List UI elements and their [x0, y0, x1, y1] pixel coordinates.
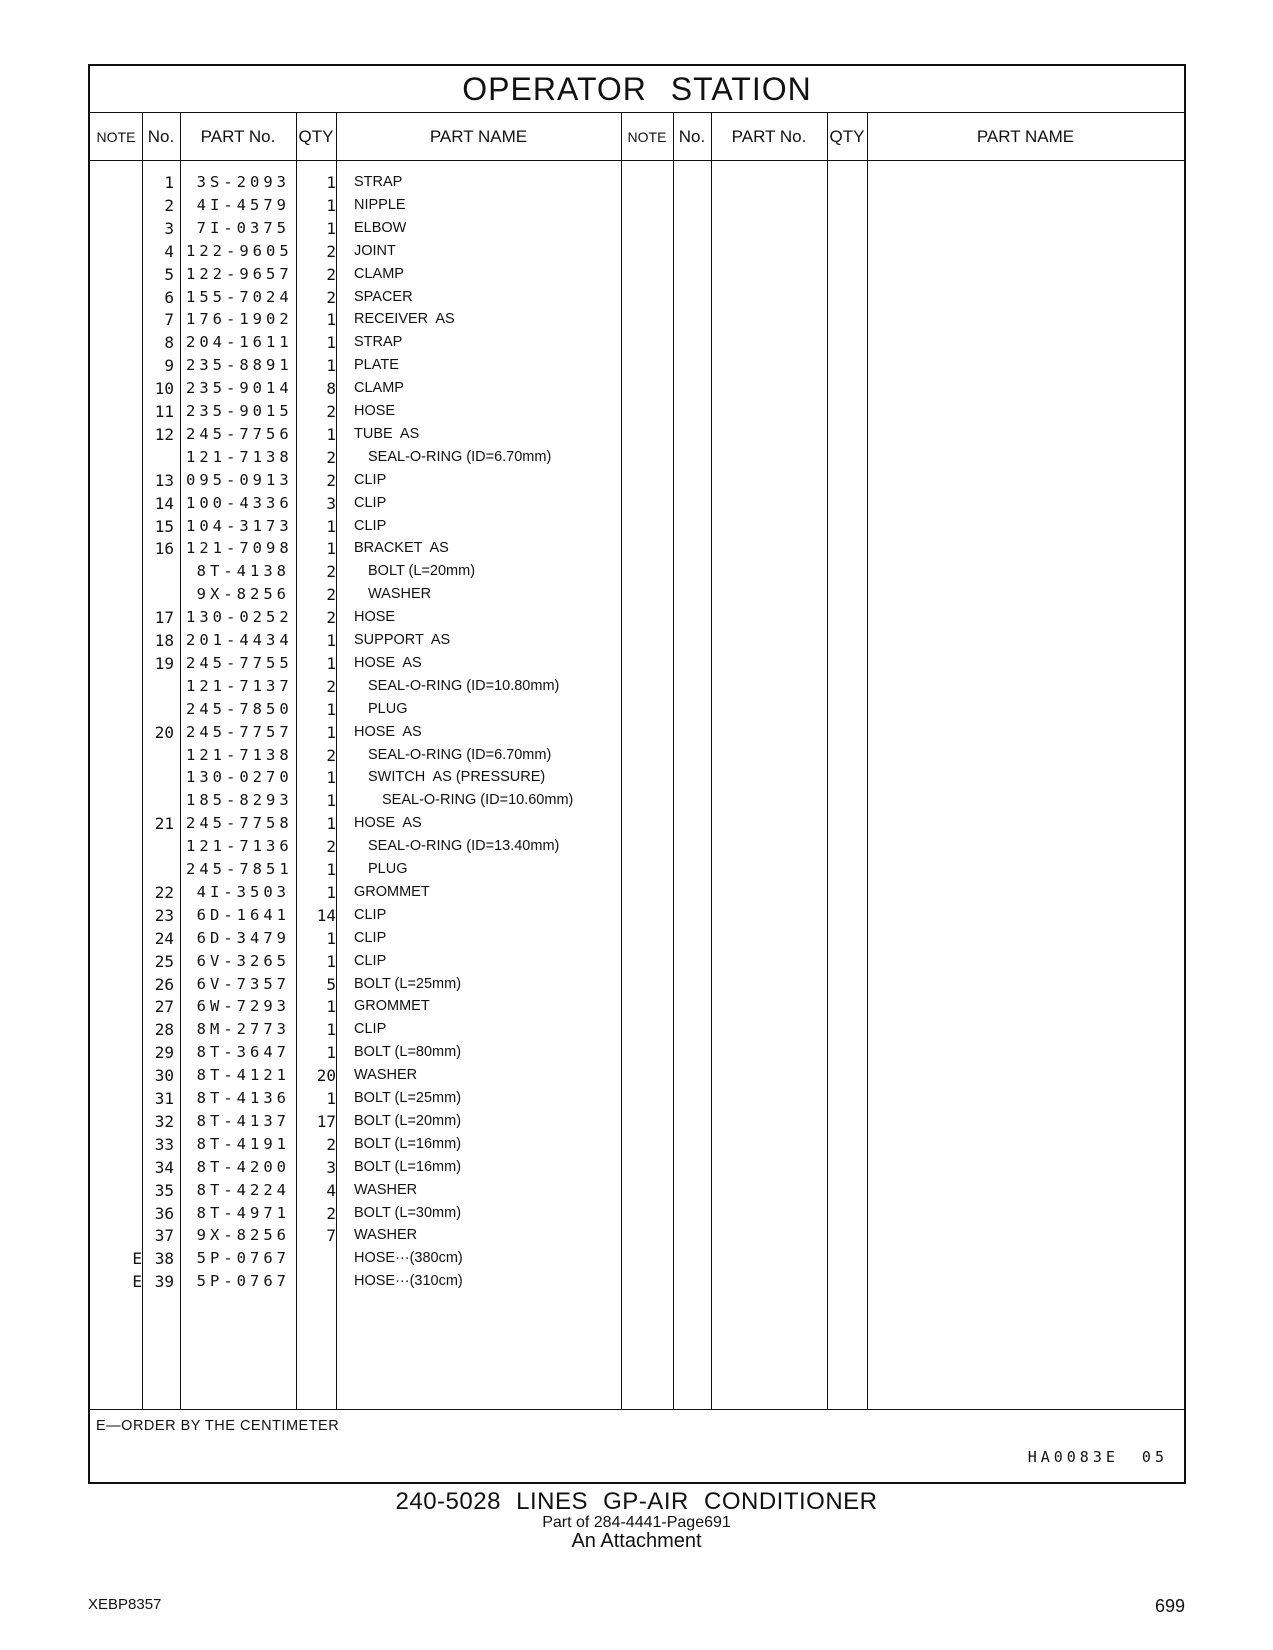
row-part-number: 130-0270 [186, 768, 293, 787]
row-part-number: 8T-4136 [196, 1089, 290, 1107]
row-part-name: CLIP [354, 494, 387, 511]
row-quantity: 2 [326, 241, 336, 261]
row-quantity: 1 [326, 791, 336, 811]
row-item-number: 14 [154, 493, 174, 513]
row-quantity: 2 [326, 1203, 336, 1223]
row-part-number: 121-7136 [186, 837, 293, 856]
row-part-name: HOSE···(310cm) [354, 1273, 463, 1290]
row-item-number: 12 [154, 424, 174, 444]
table-row [90, 171, 1184, 194]
row-quantity: 1 [326, 1043, 336, 1063]
row-quantity: 1 [326, 699, 336, 719]
row-part-number: 245-7851 [186, 860, 293, 878]
table-row [90, 721, 1184, 744]
row-part-name: CLAMP [354, 265, 404, 282]
row-part-number: 5P-0767 [196, 1249, 290, 1268]
row-part-name: BOLT (L=30mm) [354, 1204, 462, 1221]
row-quantity: 1 [326, 539, 336, 559]
table-row [90, 812, 1184, 835]
row-quantity: 1 [326, 928, 336, 948]
row-part-number: 8T-3647 [196, 1043, 290, 1062]
row-part-number: 7I-0375 [196, 218, 290, 237]
row-item-number: 33 [154, 1134, 174, 1154]
row-quantity: 1 [326, 195, 336, 215]
row-part-number: 176-1902 [186, 310, 293, 329]
row-quantity: 1 [326, 356, 336, 376]
row-part-name: SUPPORT AS [354, 632, 451, 648]
row-quantity: 2 [326, 1134, 336, 1154]
caption-part-of: Part of 284-4441-Page691 [542, 1514, 731, 1531]
row-part-number: 8T-4138 [196, 562, 290, 581]
row-item-number: 23 [154, 905, 174, 925]
table-row [90, 652, 1184, 675]
row-item-number: 22 [154, 882, 174, 902]
row-part-name: CLIP [354, 906, 387, 923]
table-row [90, 240, 1184, 263]
row-part-number: 121-7138 [186, 447, 293, 466]
table-row [90, 675, 1184, 698]
row-part-name: TUBE AS [354, 425, 420, 442]
header-part-name-2: PART NAME [867, 113, 1184, 161]
table-row [90, 331, 1184, 354]
row-part-name: ELBOW [354, 219, 407, 236]
table-row [90, 423, 1184, 446]
row-item-number: 4 [164, 241, 174, 261]
row-part-name: SEAL-O-RING (ID=6.70mm) [368, 746, 552, 763]
row-part-name: SEAL-O-RING (ID=6.70mm) [368, 448, 552, 465]
row-quantity: 2 [326, 562, 336, 582]
table-row [90, 469, 1184, 492]
row-item-number: 13 [154, 470, 174, 490]
row-item-number: 16 [154, 539, 174, 559]
table-row [90, 377, 1184, 400]
row-part-number: 8T-4971 [196, 1203, 290, 1222]
row-item-number: 39 [154, 1272, 174, 1292]
row-item-number: 9 [164, 356, 174, 376]
row-part-number: 6V-7357 [196, 974, 290, 993]
row-part-name: HOSE AS [354, 654, 422, 671]
table-row [90, 1133, 1184, 1156]
header-no-2: No. [673, 113, 711, 161]
table-row [90, 1087, 1184, 1110]
row-part-number: 235-9014 [186, 379, 293, 398]
row-quantity: 1 [326, 1020, 336, 1040]
row-quantity: 1 [326, 310, 336, 330]
row-part-number: 121-7138 [186, 745, 293, 764]
row-part-name: NIPPLE [354, 196, 406, 213]
row-part-number: 5P-0767 [196, 1272, 290, 1291]
row-part-number: 235-8891 [186, 356, 293, 375]
row-item-number: 18 [154, 631, 174, 650]
row-part-name: HOSE AS [354, 723, 422, 740]
document-id: XEBP8357 [88, 1596, 162, 1613]
row-part-name: HOSE···(380cm) [354, 1250, 463, 1267]
row-quantity: 2 [326, 447, 336, 467]
row-quantity: 2 [326, 837, 336, 857]
row-quantity: 2 [326, 745, 336, 765]
header-part-no: PART No. [180, 113, 296, 161]
footnote: E—ORDER BY THE CENTIMETER [96, 1418, 340, 1434]
row-item-number: 38 [154, 1249, 174, 1269]
row-item-number: 24 [154, 928, 174, 948]
row-part-number: 245-7758 [186, 814, 293, 833]
table-row [90, 583, 1184, 606]
row-quantity: 1 [326, 1089, 336, 1108]
table-row [90, 766, 1184, 789]
row-part-number: 8T-4224 [196, 1180, 290, 1199]
caption-title: 240-5028 LINES GP-AIR CONDITIONER [395, 1488, 878, 1515]
row-quantity: 1 [326, 173, 336, 192]
row-item-number: 25 [154, 951, 174, 971]
row-part-number: 9X-8256 [196, 1226, 290, 1245]
row-quantity: 2 [326, 470, 336, 490]
row-quantity: 3 [326, 493, 336, 513]
row-part-number: 155-7024 [186, 287, 293, 306]
row-part-name: SWITCH AS (PRESSURE) [368, 769, 546, 786]
row-quantity: 1 [326, 722, 336, 742]
table-row [90, 263, 1184, 286]
row-quantity: 1 [326, 333, 336, 353]
row-item-number: 1 [164, 173, 174, 192]
row-quantity: 1 [326, 768, 336, 788]
table-row [90, 217, 1184, 240]
row-part-name: CLIP [354, 471, 387, 488]
row-quantity: 7 [326, 1226, 336, 1246]
row-item-number: 2 [164, 195, 174, 215]
table-row [90, 194, 1184, 217]
row-part-name: BOLT (L=25mm) [354, 975, 462, 992]
table-row [90, 881, 1184, 904]
table-row [90, 1064, 1184, 1087]
table-row [90, 835, 1184, 858]
row-part-name: GROMMET [354, 883, 430, 900]
table-row [90, 698, 1184, 721]
row-part-name: WASHER [354, 1227, 418, 1244]
table-row [90, 1018, 1184, 1041]
row-part-name: STRAP [354, 334, 403, 351]
header-qty-2: QTY [827, 113, 867, 161]
row-part-number: 245-7757 [186, 722, 293, 741]
row-part-number: 8T-4121 [196, 1066, 290, 1085]
row-part-number: 6D-3479 [196, 928, 290, 947]
row-part-number: 6V-3265 [196, 951, 290, 970]
row-part-number: 245-7755 [186, 653, 293, 672]
row-item-number: 29 [154, 1043, 174, 1063]
row-quantity: 1 [326, 631, 336, 650]
row-part-number: 245-7850 [186, 699, 293, 718]
row-part-number: 245-7756 [186, 424, 293, 443]
row-item-number: 15 [154, 516, 174, 536]
table-row [90, 492, 1184, 515]
row-part-number: 4I-3503 [196, 882, 290, 901]
row-item-number: 31 [154, 1089, 174, 1108]
row-quantity: 1 [326, 951, 336, 971]
row-part-name: GROMMET [354, 998, 430, 1015]
table-row [90, 1041, 1184, 1064]
row-part-name: BRACKET AS [354, 540, 449, 557]
table-row [90, 744, 1184, 767]
row-part-name: HOSE [354, 403, 396, 419]
row-part-number: 104-3173 [186, 516, 293, 535]
page-number: 699 [1154, 1596, 1185, 1616]
row-quantity: 2 [326, 676, 336, 696]
header-part-name: PART NAME [336, 113, 621, 161]
row-part-name: PLATE [354, 357, 399, 374]
row-quantity: 17 [316, 1111, 336, 1131]
row-item-number: 17 [154, 608, 174, 628]
row-part-number: 8M-2773 [196, 1020, 290, 1039]
table-row [90, 1110, 1184, 1133]
row-part-name: CLIP [354, 952, 387, 969]
table-row [90, 606, 1184, 629]
row-part-name: BOLT (L=16mm) [354, 1135, 462, 1152]
table-row [90, 354, 1184, 377]
row-item-number: 19 [154, 653, 174, 673]
row-part-name: SEAL-O-RING (ID=13.40mm) [368, 838, 560, 855]
row-quantity: 14 [316, 905, 336, 925]
table-row [90, 560, 1184, 583]
row-part-number: 121-7137 [186, 676, 293, 695]
row-quantity: 1 [326, 424, 336, 444]
row-part-name: WASHER [354, 1181, 418, 1198]
row-part-number: 121-7098 [186, 539, 293, 558]
row-part-name: PLUG [368, 861, 408, 877]
row-quantity: 1 [326, 218, 336, 238]
header-part-no-2: PART No. [711, 113, 827, 161]
header-note: NOTE [90, 113, 142, 161]
table-row [90, 1270, 1184, 1293]
row-part-number: 122-9657 [186, 264, 293, 283]
table-row [90, 515, 1184, 538]
row-item-number: 3 [164, 218, 174, 238]
table-row [90, 286, 1184, 309]
row-part-name: HOSE AS [354, 815, 422, 832]
row-part-name: SPACER [354, 288, 413, 305]
row-quantity: 1 [326, 997, 336, 1017]
table-row [90, 973, 1184, 996]
row-part-name: WASHER [368, 586, 432, 603]
table-row [90, 537, 1184, 560]
row-item-number: 36 [154, 1203, 174, 1223]
row-quantity: 1 [326, 814, 336, 834]
row-part-number: 201-4434 [186, 631, 293, 649]
row-item-number: 6 [164, 287, 174, 307]
row-part-number: 100-4336 [186, 493, 293, 512]
row-part-number: 4I-4579 [196, 195, 290, 214]
row-quantity: 2 [326, 608, 336, 628]
row-quantity: 1 [326, 516, 336, 536]
row-quantity: 2 [326, 402, 336, 421]
row-part-name: PLUG [368, 700, 408, 717]
row-item-number: 27 [154, 997, 174, 1017]
row-part-name: BOLT (L=16mm) [354, 1158, 462, 1175]
row-quantity: 2 [326, 264, 336, 284]
row-part-name: CLIP [354, 929, 387, 946]
row-note: E [132, 1249, 142, 1269]
table-row [90, 1202, 1184, 1225]
table-row [90, 950, 1184, 973]
row-part-name: JOINT [354, 242, 396, 259]
row-part-number: 8T-4137 [196, 1111, 290, 1130]
row-part-name: CLIP [354, 1021, 387, 1038]
row-item-number: 32 [154, 1111, 174, 1131]
row-part-number: 095-0913 [186, 470, 293, 489]
row-part-name: SEAL-O-RING (ID=10.80mm) [368, 677, 560, 694]
table-row [90, 927, 1184, 950]
row-quantity: 8 [326, 379, 336, 399]
table-row [90, 858, 1184, 881]
row-part-number: 130-0252 [186, 608, 293, 627]
row-part-number: 204-1611 [186, 333, 293, 352]
row-item-number: 26 [154, 974, 174, 994]
row-part-name: WASHER [354, 1067, 418, 1084]
row-part-number: 185-8293 [186, 791, 293, 810]
row-part-number: 122-9605 [186, 241, 293, 260]
header-note-2: NOTE [621, 113, 673, 161]
row-quantity: 1 [326, 653, 336, 673]
row-item-number: 5 [164, 264, 174, 284]
parts-list-frame [88, 64, 1186, 1484]
table-row [90, 1156, 1184, 1179]
table-row [90, 789, 1184, 812]
row-quantity: 3 [326, 1157, 336, 1177]
row-item-number: 8 [164, 333, 174, 353]
row-part-name: BOLT (L=20mm) [368, 563, 476, 580]
table-bottom-rule [90, 1409, 1184, 1410]
row-part-number: 6W-7293 [196, 997, 290, 1016]
row-part-number: 9X-8256 [196, 585, 290, 604]
row-part-name: SEAL-O-RING (ID=10.60mm) [382, 792, 574, 809]
table-row [90, 1224, 1184, 1247]
row-item-number: 30 [154, 1066, 174, 1086]
row-quantity: 20 [316, 1066, 336, 1086]
row-item-number: 10 [154, 379, 174, 399]
row-quantity: 1 [326, 882, 336, 902]
row-quantity: 4 [326, 1180, 336, 1200]
header-qty: QTY [296, 113, 336, 161]
row-part-name: STRAP [354, 174, 403, 190]
row-part-number: 8T-4191 [196, 1134, 290, 1153]
row-part-name: CLAMP [354, 380, 404, 397]
header-no: No. [142, 113, 180, 161]
caption-attachment: An Attachment [571, 1530, 702, 1552]
row-quantity: 2 [326, 585, 336, 605]
row-quantity: 1 [326, 860, 336, 879]
table-row [90, 629, 1184, 652]
row-item-number: 21 [154, 814, 174, 834]
row-part-name: RECEIVER AS [354, 311, 455, 328]
row-part-name: BOLT (L=25mm) [354, 1090, 462, 1106]
row-part-name: BOLT (L=80mm) [354, 1044, 462, 1061]
row-item-number: 20 [154, 722, 174, 742]
row-part-number: 8T-4200 [196, 1157, 290, 1176]
row-item-number: 7 [164, 310, 174, 330]
table-row [90, 308, 1184, 331]
row-part-number: 235-9015 [186, 402, 293, 420]
row-part-name: CLIP [354, 517, 387, 534]
row-note: E [132, 1272, 142, 1292]
row-part-number: 3S-2093 [196, 173, 290, 191]
row-quantity: 2 [326, 287, 336, 307]
table-row [90, 904, 1184, 927]
row-item-number: 37 [154, 1226, 174, 1246]
row-part-name: HOSE [354, 609, 396, 626]
table-row [90, 995, 1184, 1018]
table-row [90, 1179, 1184, 1202]
row-part-number: 6D-1641 [196, 905, 290, 924]
table-row [90, 1247, 1184, 1270]
row-part-name: BOLT (L=20mm) [354, 1112, 462, 1129]
row-item-number: 35 [154, 1180, 174, 1200]
form-code: HA0083E 05 [1027, 1448, 1168, 1466]
row-item-number: 11 [154, 402, 174, 421]
row-item-number: 34 [154, 1157, 174, 1177]
row-item-number: 28 [154, 1020, 174, 1040]
row-quantity: 5 [326, 974, 336, 994]
table-row [90, 446, 1184, 469]
table-row [90, 400, 1184, 423]
section-title: OPERATOR STATION [90, 66, 1184, 113]
